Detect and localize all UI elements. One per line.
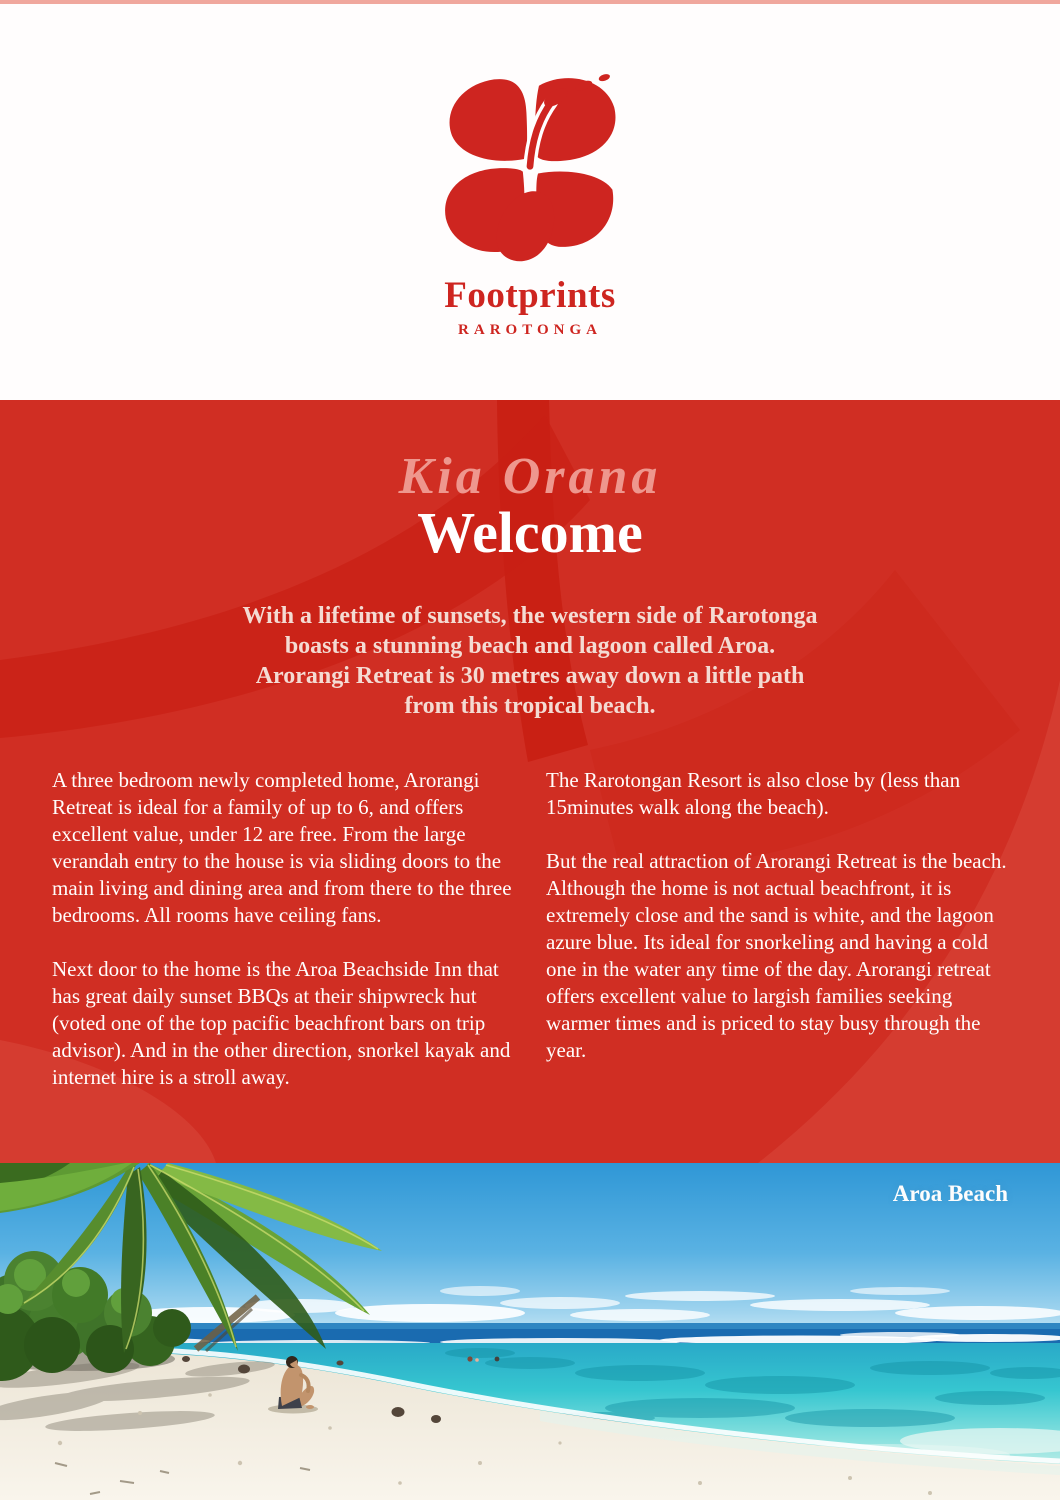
column-right: [546, 767, 1008, 1118]
column-left: [52, 767, 514, 1118]
paragraph: Next door to the home is the Aroa Beachside Inn that has great daily sunset BBQs at their shipwreck hut (voted one of the top pacific beachfront bars on trip advisor). And in the other direction, snorkel kayak and internet hire is a stroll away.: [52, 956, 511, 1089]
brand-name: Footprints: [444, 275, 616, 316]
content-columns: [52, 767, 1008, 1118]
paragraph: But the real attraction of Arorangi Retreat is the beach. Although the home is not actual beachfront, it is extremely close and the sand is white, and the lagoon azure blue. Its ideal for snorkeling and having a cold one in the water any time of the day. Arorangi retreat offers excellent value to largish families seeking warmer times and is priced to stay busy through the year.: [546, 848, 1007, 1062]
greeting-script: Kia Orana: [398, 448, 662, 505]
hibiscus-flower-icon: [435, 66, 625, 272]
brand-location: RAROTONGA: [458, 322, 602, 338]
page-title: Welcome: [417, 500, 643, 566]
beach-photo-illustration: [0, 1163, 1060, 1500]
beach-photo: [0, 1163, 1060, 1500]
intro-paragraph: [0, 601, 1060, 721]
paragraph: The Rarotongan Resort is also close by (less than 15minutes walk along the beach).: [546, 767, 961, 819]
hero-section: [0, 400, 1060, 1163]
intro-line: boasts a stunning beach and lagoon called Aroa.: [284, 632, 776, 659]
header: [0, 4, 1060, 400]
intro-line: With a lifetime of sunsets, the western side of Rarotonga: [242, 602, 818, 629]
intro-line: from this tropical beach.: [404, 692, 656, 719]
hero-content: [0, 400, 1060, 1163]
intro-line: Arorangi Retreat is 30 metres away down a little path: [255, 662, 805, 689]
paragraph: A three bedroom newly completed home, Arorangi Retreat is ideal for a family of up to 6, and offers excellent value, under 12 are free. From the large verandah entry to the house is via sliding doors to the main living and dining area and from there to the three bedrooms. All rooms have ceiling fans.: [52, 767, 512, 927]
photo-caption: Aroa Beach: [892, 1181, 1008, 1206]
